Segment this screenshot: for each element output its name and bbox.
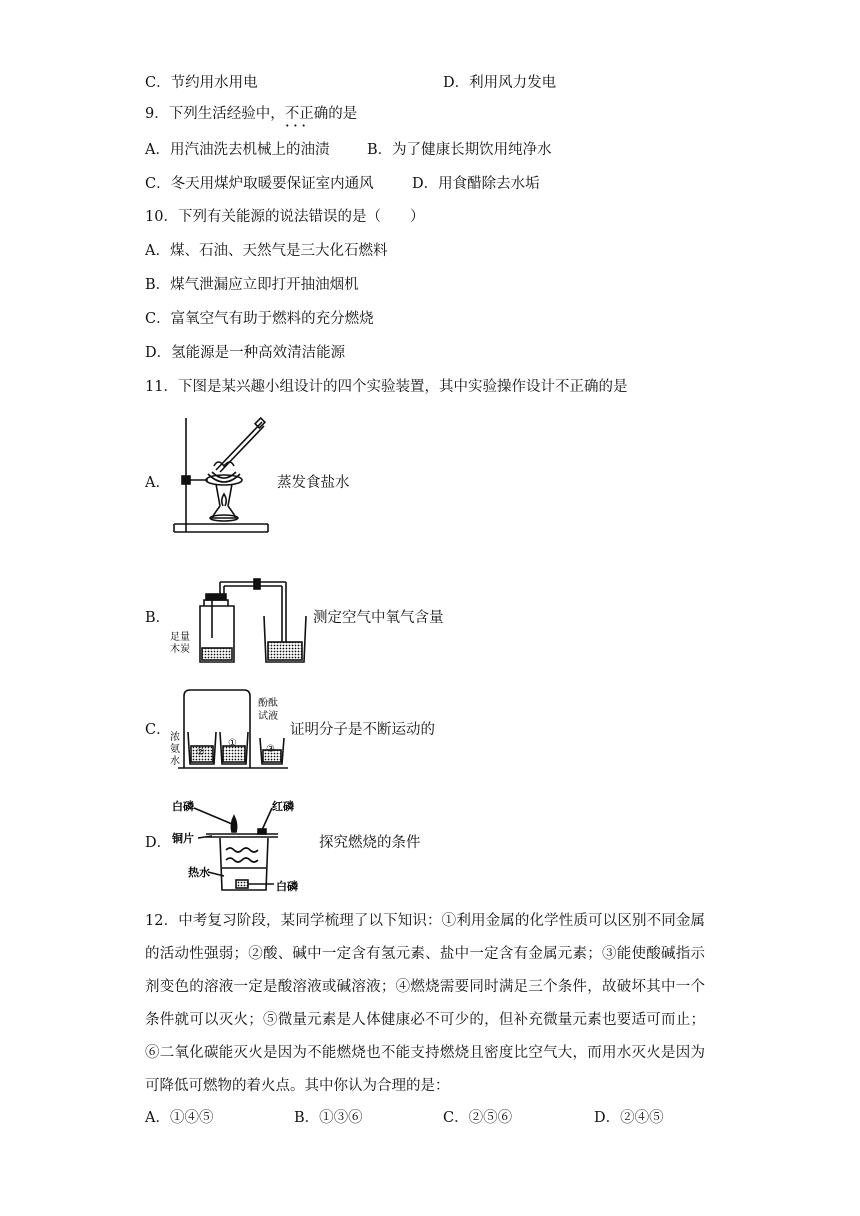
label-white-phosphorus-bottom: 白磷 [276,880,298,893]
q8-option-c: C．节约用水用电 [145,75,258,91]
q12-option-b: B．①③⑥ [294,1110,363,1126]
label-water: 水 [170,756,180,767]
q11-option-a-caption: 蒸发食盐水 [277,475,350,491]
oxygen-measurement-apparatus-figure [168,578,316,668]
q9-stem-suffix: 的是 [328,106,358,122]
q9-stem-emphasis: 不正确 · · [285,104,329,124]
label-white-phosphorus-top: 白磷 [172,800,194,813]
beaker-label-3: ③ [266,744,275,755]
beaker-label-1: ① [228,738,237,749]
q11-option-b-letter: B． [145,610,171,626]
q10-option-a: A．煤、石油、天然气是三大化石燃料 [145,243,388,259]
label-concentrated: 浓 [170,732,180,743]
q9-option-d: D．用食醋除去水垢 [412,176,540,192]
q9-option-c: C．冬天用煤炉取暖要保证室内通风 [145,176,374,192]
q12-option-d: D．②④⑤ [594,1110,664,1126]
label-test-solution: 试液 [258,711,278,722]
q11-option-d-caption: 探究燃烧的条件 [319,835,421,851]
label-copper-sheet: 铜片 [172,832,194,845]
q11-option-d-letter: D． [145,835,172,851]
q11-option-c-caption: 证明分子是不断运动的 [290,722,435,738]
q11-option-c-letter: C． [145,722,171,738]
molecular-motion-apparatus-figure [168,686,292,772]
label-hot-water: 热水 [188,866,210,879]
label-red-phosphorus: 红磷 [272,800,294,813]
q9-option-b: B．为了健康长期饮用纯净水 [367,142,552,158]
q9-stem-prefix: 9．下列生活经验中， [145,106,285,122]
label-charcoal: 木炭 [170,644,190,655]
q9-option-a: A．用汽油洗去机械上的油渍 [145,142,330,158]
q11-option-b-caption: 测定空气中氧气含量 [313,610,444,626]
q10-option-d: D．氢能源是一种高效清洁能源 [145,345,346,361]
q12-option-a: A．①④⑤ [145,1110,214,1126]
q11-stem: 11．下图是某兴趣小组设计的四个实验装置，其中实验操作设计不正确的是 [145,379,628,395]
q9-stem [145,104,357,124]
combustion-conditions-apparatus-figure [168,794,328,896]
beaker-label-2: ② [196,747,205,758]
label-phenolphthalein: 酚酞 [258,698,278,709]
q10-option-c: C．富氧空气有助于燃料的充分燃烧 [145,311,374,327]
q12-option-c: C．②⑤⑥ [443,1110,513,1126]
q10-option-b: B．煤气泄漏应立即打开抽油烟机 [145,277,359,293]
label-sufficient: 足量 [170,632,190,643]
q10-stem: 10．下列有关能源的说法错误的是（ ） [145,209,425,225]
label-ammonia: 氨 [170,744,180,755]
q12-stem: 12．中考复习阶段，某同学梳理了以下知识：①利用金属的化学性质可以区别不同金属的活动性强弱；②酸、碱中一定含有氢元素、盐中一定含有金属元素；③能使酸碱指示剂变色的溶液一定是酸溶液或碱溶液；④燃烧需要同时满足三个条件，故破坏其中一个条件就可以灭火；⑤微量元素是人体健康必不可少的，但补充微量元素也要适可而止；⑥二氧化碳能灭火是因为不能燃烧也不能支持燃烧且密度比空气大，而用水灭火是因为可降低可燃物的着火点。其中你认为合理的是： [145,913,705,1094]
evaporation-apparatus-figure [168,414,278,542]
q8-option-d: D．利用风力发电 [443,75,557,91]
q11-option-a-letter: A． [145,475,170,491]
